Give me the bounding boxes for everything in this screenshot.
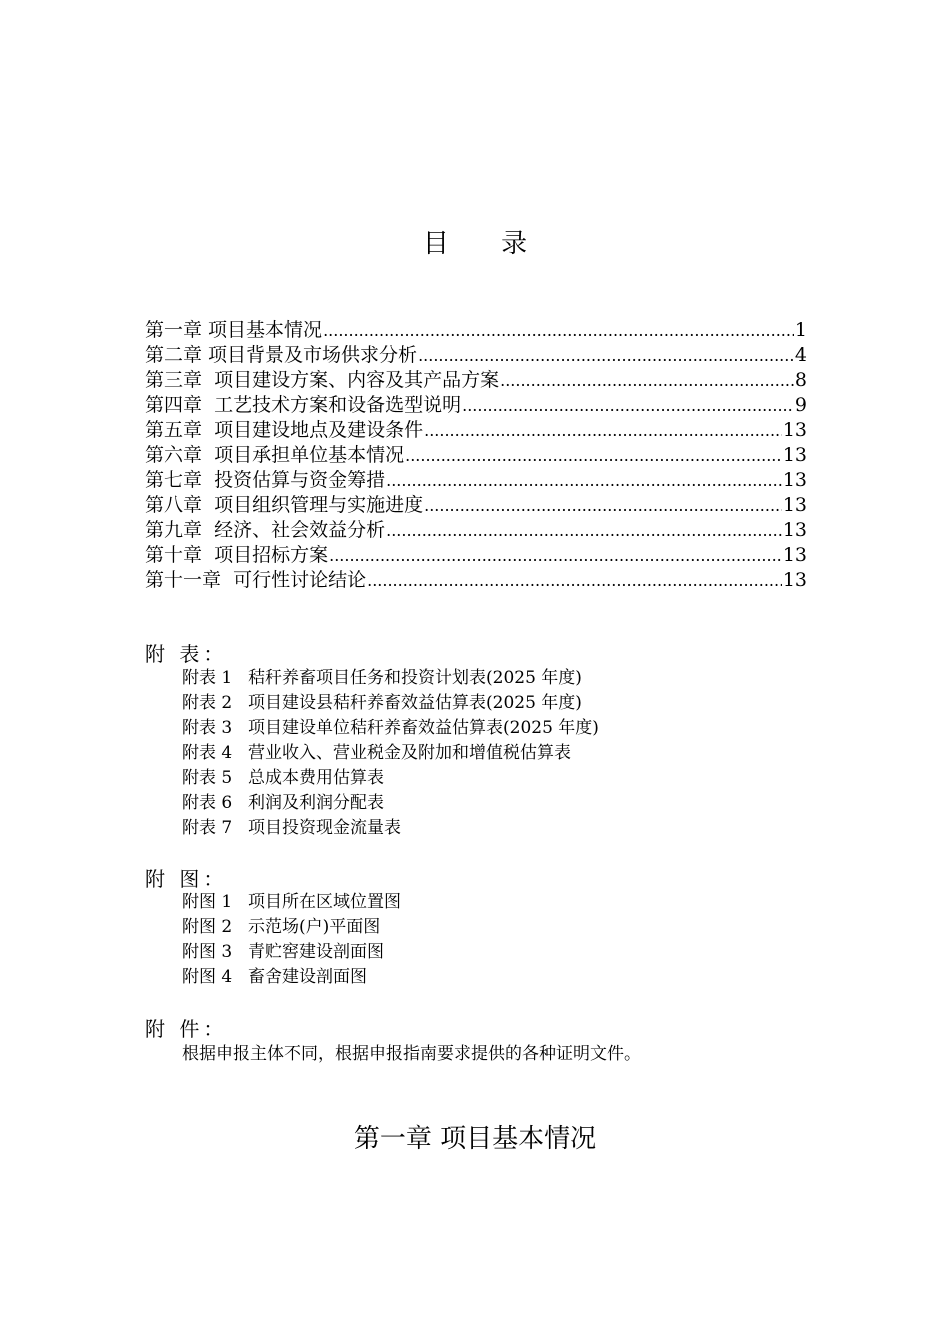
appendix-figures-list [182, 890, 401, 990]
item-code: 附表 2 [182, 693, 233, 713]
toc-page-number: 9 [794, 394, 807, 416]
toc-chapter-number: 第五章 [145, 419, 203, 441]
toc-chapter-title: 可行性讨论结论 [221, 569, 367, 591]
toc-dot-leader [418, 343, 794, 368]
toc-chapter-number: 第二章 [145, 344, 203, 366]
toc-chapter-number: 第一章 [145, 319, 203, 341]
list-item [182, 965, 401, 990]
toc-dot-leader [329, 543, 782, 568]
toc-entry[interactable] [145, 443, 807, 468]
item-title: 秸秆养畜项目任务和投资计划表(2025 年度) [248, 668, 582, 688]
item-title: 利润及利润分配表 [248, 793, 384, 813]
item-title: 项目所在区域位置图 [248, 892, 401, 912]
toc-entry[interactable] [145, 318, 807, 343]
item-title: 总成本费用估算表 [248, 768, 384, 788]
toc-entry[interactable] [145, 393, 807, 418]
item-title: 项目建设单位秸秆养畜效益估算表(2025 年度) [248, 718, 599, 738]
list-item [182, 766, 599, 791]
toc-page-number: 13 [782, 469, 807, 491]
item-code: 附图 1 [182, 892, 233, 912]
toc-dot-leader [367, 568, 782, 593]
toc-entry[interactable] [145, 518, 807, 543]
appendix-figures-heading: 附 图： [145, 867, 228, 891]
chapter-one-title: 第一章 项目基本情况 [353, 1124, 597, 1154]
item-code: 附表 1 [182, 668, 233, 688]
toc-page-number: 13 [782, 569, 807, 591]
item-code: 附表 6 [182, 793, 233, 813]
toc-page-number: 13 [782, 419, 807, 441]
toc-chapter-title: 项目建设方案、内容及其产品方案 [202, 369, 500, 391]
toc-chapter-number: 第九章 [145, 519, 203, 541]
toc-chapter-number: 第八章 [145, 494, 203, 516]
toc-dot-leader [462, 393, 794, 418]
item-code: 附表 3 [182, 718, 233, 738]
item-title: 项目建设县秸秆养畜效益估算表(2025 年度) [248, 693, 582, 713]
toc-chapter-number: 第三章 [145, 369, 203, 391]
toc-chapter-title: 项目组织管理与实施进度 [202, 494, 424, 516]
list-item [182, 816, 599, 841]
item-code: 附表 4 [182, 743, 233, 763]
toc-chapter-title: 项目基本情况 [202, 319, 323, 341]
toc-dot-leader [405, 443, 782, 468]
list-item [182, 890, 401, 915]
toc-page-number: 13 [782, 544, 807, 566]
appendix-tables-list [182, 666, 599, 841]
toc-chapter-title: 项目建设地点及建设条件 [202, 419, 424, 441]
toc-chapter-title: 工艺技术方案和设备选型说明 [202, 394, 462, 416]
item-code: 附图 2 [182, 917, 233, 937]
toc-dot-leader [424, 493, 782, 518]
toc-dot-leader [424, 418, 782, 443]
attachments-heading: 附 件： [145, 1017, 228, 1041]
list-item [182, 940, 401, 965]
list-item [182, 915, 401, 940]
toc-chapter-title: 项目招标方案 [202, 544, 329, 566]
toc-chapter-title: 项目承担单位基本情况 [202, 444, 405, 466]
item-title: 青贮窖建设剖面图 [248, 942, 384, 962]
toc-dot-leader [500, 368, 794, 393]
list-item [182, 691, 599, 716]
toc-dot-leader [386, 518, 782, 543]
toc-entry[interactable] [145, 343, 807, 368]
toc-chapter-number: 第七章 [145, 469, 203, 491]
toc-chapter-number: 第十一章 [145, 569, 222, 591]
appendix-tables-heading: 附 表： [145, 642, 228, 666]
toc-page-number: 13 [782, 494, 807, 516]
table-of-contents [145, 318, 807, 593]
toc-entry[interactable] [145, 468, 807, 493]
item-code: 附表 5 [182, 768, 233, 788]
toc-chapter-title: 经济、社会效益分析 [202, 519, 386, 541]
item-title: 营业收入、营业税金及附加和增值税估算表 [248, 743, 571, 763]
toc-page-number: 4 [794, 344, 807, 366]
list-item [182, 741, 599, 766]
item-code: 附图 4 [182, 967, 233, 987]
toc-dot-leader [386, 468, 782, 493]
toc-page-number: 8 [794, 369, 807, 391]
item-title: 项目投资现金流量表 [248, 818, 401, 838]
toc-entry[interactable] [145, 543, 807, 568]
item-title: 示范场(户)平面图 [248, 917, 381, 937]
list-item [182, 716, 599, 741]
toc-entry[interactable] [145, 418, 807, 443]
toc-chapter-number: 第六章 [145, 444, 203, 466]
toc-page-number: 13 [782, 519, 807, 541]
item-title: 畜舍建设剖面图 [248, 967, 367, 987]
toc-title: 目 录 [422, 229, 550, 259]
item-code: 附图 3 [182, 942, 233, 962]
list-item [182, 666, 599, 691]
toc-page-number: 1 [794, 319, 807, 341]
item-code: 附表 7 [182, 818, 233, 838]
toc-page-number: 13 [782, 444, 807, 466]
toc-chapter-title: 项目背景及市场供求分析 [202, 344, 418, 366]
toc-entry[interactable] [145, 493, 807, 518]
toc-chapter-title: 投资估算与资金筹措 [202, 469, 386, 491]
toc-dot-leader [323, 318, 794, 343]
toc-entry[interactable] [145, 368, 807, 393]
toc-chapter-number: 第四章 [145, 394, 203, 416]
toc-entry[interactable] [145, 568, 807, 593]
toc-chapter-number: 第十章 [145, 544, 203, 566]
list-item [182, 791, 599, 816]
attachments-text: 根据申报主体不同，根据申报指南要求提供的各种证明文件。 [182, 1044, 641, 1064]
